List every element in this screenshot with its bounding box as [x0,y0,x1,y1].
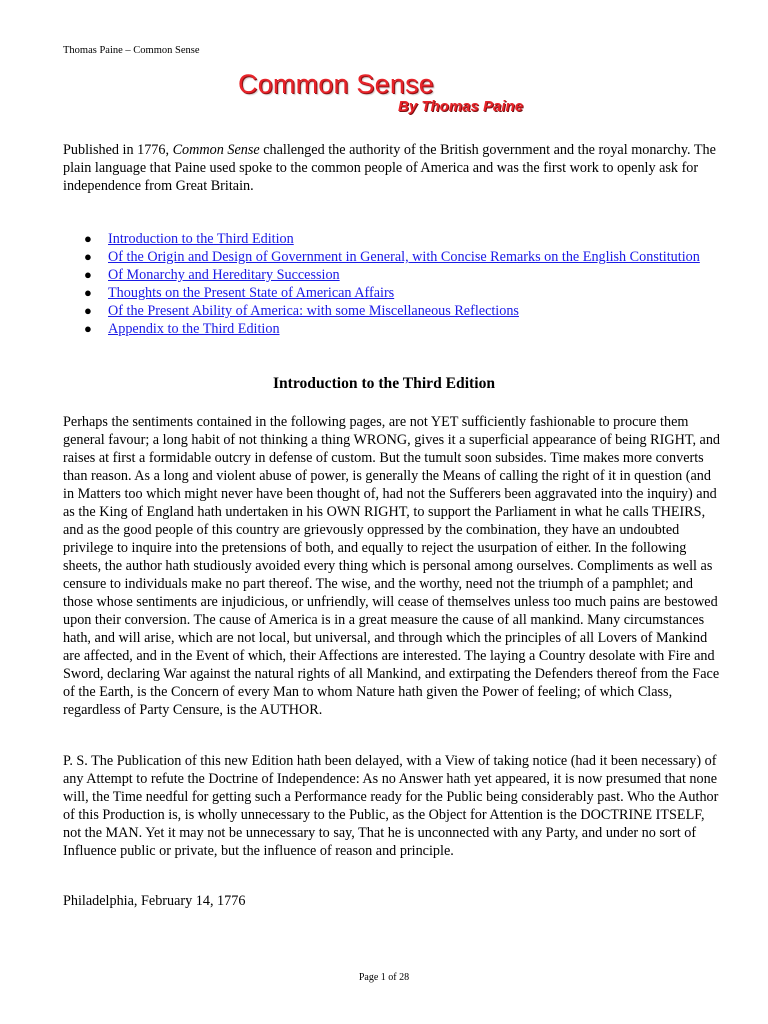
bullet-icon: ● [84,231,92,246]
intro-text-start: Published in 1776, [63,142,173,158]
toc-link-origin-of-government[interactable]: Of the Origin and Design of Government in General, with Concise Remarks on the English Constitution [108,249,700,265]
toc-item [84,284,704,302]
table-of-contents [84,230,704,338]
section-heading: Introduction to the Third Edition [272,375,496,392]
bullet-icon: ● [84,267,92,282]
running-header: Thomas Paine – Common Sense [63,45,200,56]
toc-item [84,266,704,284]
author-byline: By Thomas Paine [398,98,524,115]
toc-link-american-affairs[interactable]: Thoughts on the Present State of American Affairs [108,285,395,301]
toc-link-appendix[interactable]: Appendix to the Third Edition [108,321,280,337]
postscript-paragraph: P. S. The Publication of this new Edition hath been delayed, with a View of taking notice (had it been necessary) of any Attempt to refute the Doctrine of Independence: As no Answer hath yet appeared, it is now presumed that none will, the Time needful for getting such a Performance ready for the Public being considerably past. Who the Author of this Production is, is wholly unnecessary to the Public, as the Object for Attention is the DOCTRINE ITSELF, not the MAN. Yet it may not be unnecessary to say, That he is unconnected with any Party, and under no sort of Influence public or private, but the influence of reason and principle. [63,753,719,859]
toc-item [84,248,704,266]
bullet-icon: ● [84,285,92,300]
page-number: Page 1 of 28 [358,972,410,983]
intro-text-end: challenged the authority of the British government and the royal monarchy. The plain language that Paine used spoke to the common people of America and was the first work to openly ask for independence from Great Britain. [63,142,716,194]
bullet-icon: ● [84,303,92,318]
intro-paragraph [63,141,723,195]
bullet-icon: ● [84,249,92,264]
body-paragraph: Perhaps the sentiments contained in the following pages, are not YET sufficiently fashionable to procure them general favour; a long habit of not thinking a thing WRONG, gives it a superficial appearance of being RIGHT, and raises at first a formidable outcry in defense of custom. But the tumult soon subsides. Time makes more converts than reason. As a long and violent abuse of power, is generally the Means of calling the right of it in question (and in Matters too which might never have been thought of, had not the Sufferers been aggravated into the inquiry) and as the King of England hath undertaken in his OWN RIGHT, to support the Parliament in what he calls THEIRS, and as the good people of this country are grievously oppressed by the combination, they have an undoubted privilege to inquire into the pretensions of both, and equally to reject the usurpation of either. In the following sheets, the author hath studiously avoided every thing which is personal among ourselves. Compliments as well as censure to individuals make no part thereof. The wise, and the worthy, need not the triumph of a pamphlet; and those whose sentiments are injudicious, or unfriendly, will cease of themselves unless too much pains are bestowed upon their conversion. The cause of America is in a great measure the cause of all mankind. Many circumstances hath, and will arise, which are not local, but universal, and through which the principles of all Lovers of Mankind are affected, and in the Event of which, their Affections are interested. The laying a Country desolate with Fire and Sword, declaring War against the natural rights of all Mankind, and extirpating the Defenders thereof from the Face of the Earth, is the Concern of every Man to whom Nature hath given the Power of feeling; of which Class, regardless of Party Censure, is the AUTHOR. [63,414,721,718]
toc-link-present-ability[interactable]: Of the Present Ability of America: with some Miscellaneous Reflections [108,303,519,319]
toc-item [84,320,704,338]
toc-link-introduction[interactable]: Introduction to the Third Edition [108,231,294,247]
page-title: Common Sense [238,69,434,99]
toc-item [84,302,704,320]
dateline: Philadelphia, February 14, 1776 [63,893,246,909]
bullet-icon: ● [84,321,92,336]
intro-italic-title: Common Sense [172,142,260,158]
toc-link-monarchy[interactable]: Of Monarchy and Hereditary Succession [108,267,340,283]
toc-item [84,230,704,248]
